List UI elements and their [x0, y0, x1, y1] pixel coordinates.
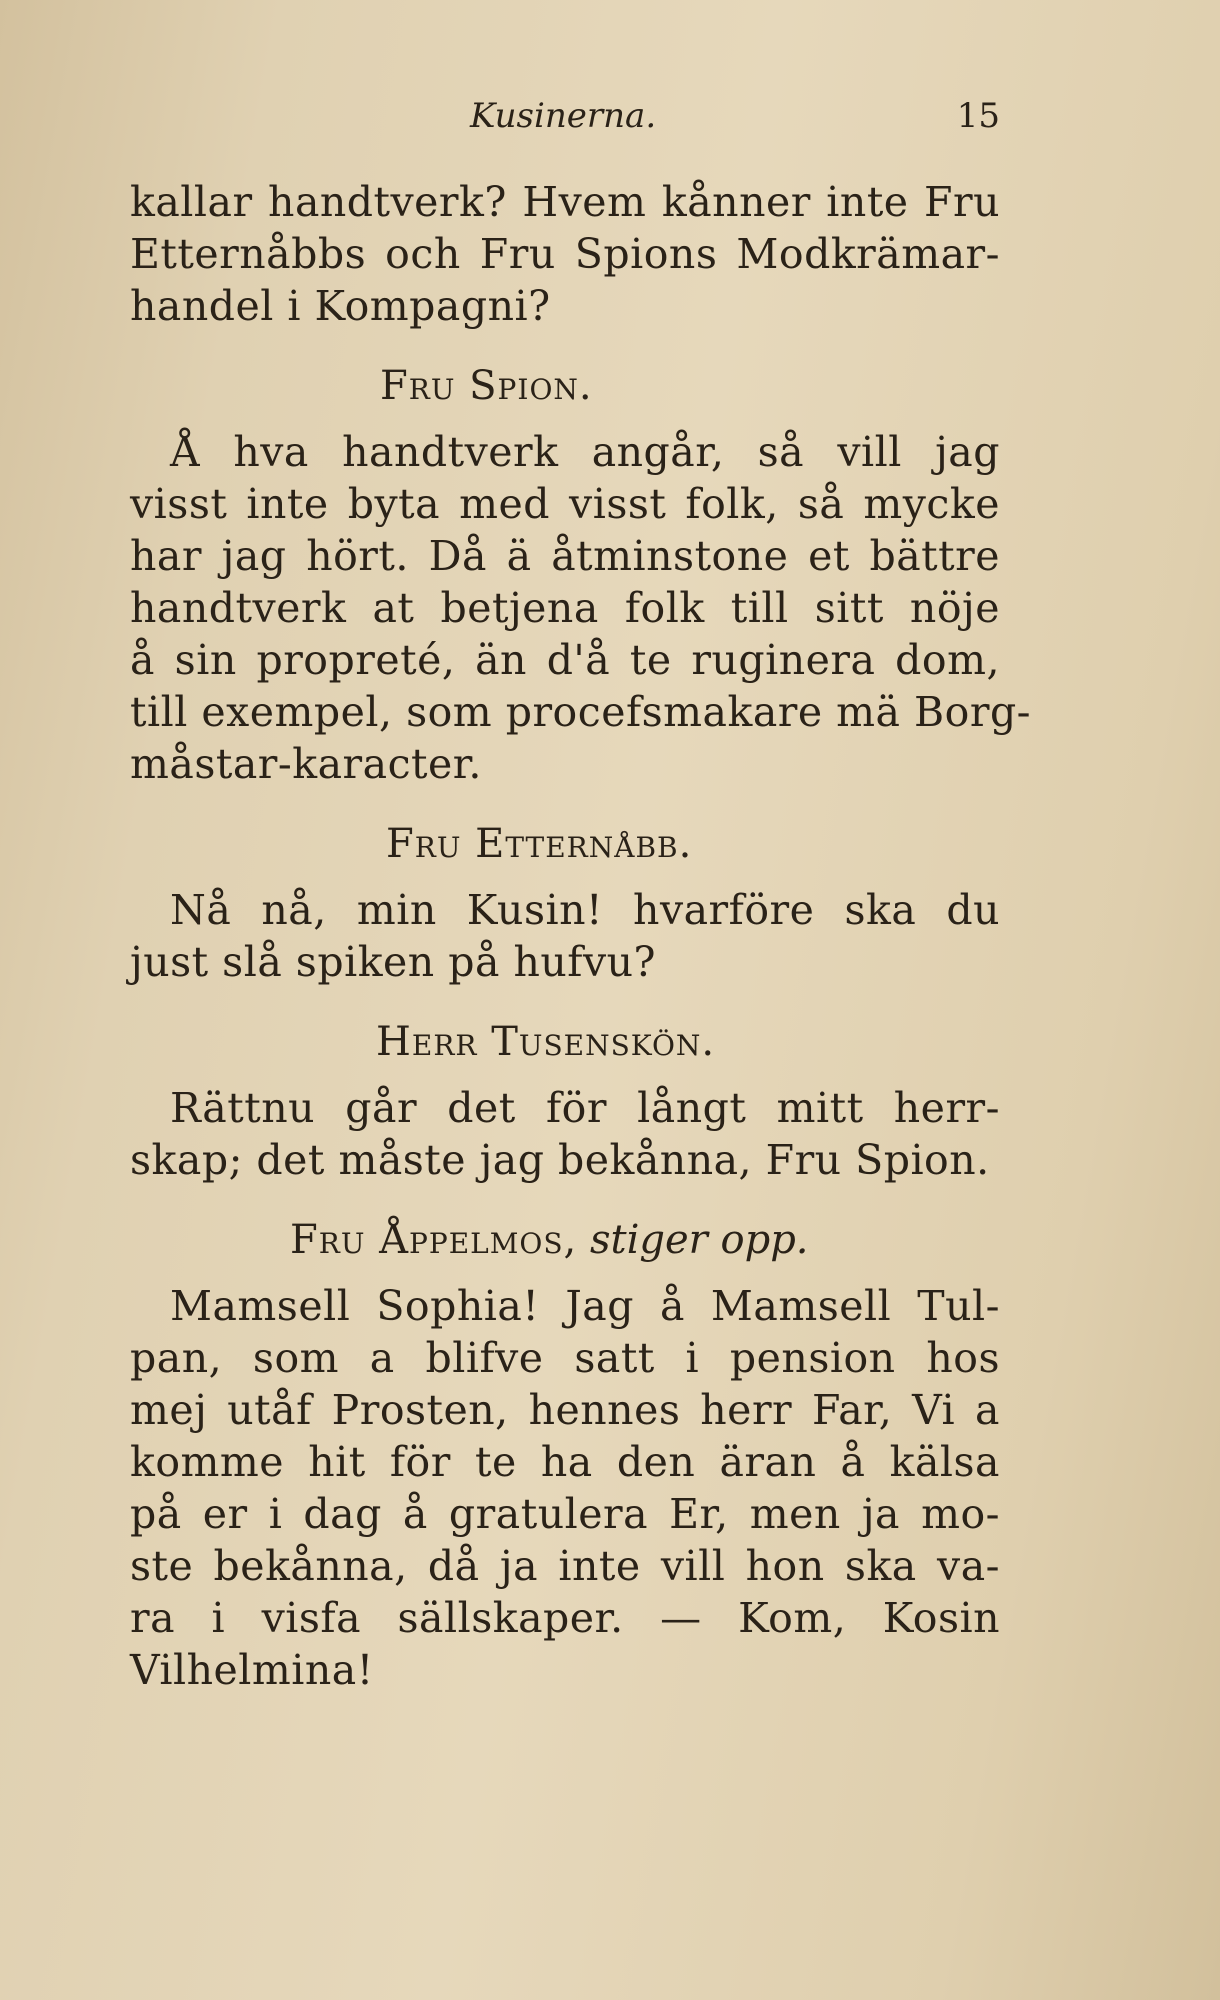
text-line: å sin propreté, än d'å te ruginera dom,: [130, 636, 1000, 684]
text-line: mej utåf Prosten, hennes herr Far, Vi a: [130, 1386, 1000, 1434]
text-line: till exempel, som procefsmakare mä Borg-: [130, 688, 1032, 736]
speaker-name: Herr Tusenskön.: [376, 1019, 716, 1065]
speaker-name: Fru Åppelmos,: [290, 1217, 578, 1263]
speech-paragraph: [130, 426, 1032, 790]
speaker-heading: [130, 1214, 1000, 1266]
text-line: ra i visfa sällskaper. — Kom, Kosin: [130, 1594, 1000, 1642]
text-line: just slå spiken på hufvu?: [130, 938, 657, 986]
speaker-heading: [130, 818, 1000, 870]
text-line: handtverk at betjena folk till sitt nöje: [130, 584, 1000, 632]
text-block: [130, 176, 1032, 1696]
text-line: kallar handtverk? Hvem kånner inte Fru: [130, 178, 1000, 226]
running-title: Kusinerna.: [470, 96, 657, 136]
text-line: Rättnu går det för långt mitt herr-: [170, 1084, 1000, 1132]
text-line: på er i dag å gratulera Er, men ja mo-: [130, 1490, 1000, 1538]
text-line: måstar-karacter.: [130, 740, 482, 788]
text-line: Mamsell Sophia! Jag å Mamsell Tul-: [170, 1282, 1000, 1330]
text-line: visst inte byta med visst folk, så mycke: [130, 480, 1000, 528]
text-line: skap; det måste jag bekånna, Fru Spion.: [130, 1136, 990, 1184]
speech-paragraph: [130, 884, 1000, 988]
text-line: pan, som a blifve satt i pension hos: [130, 1334, 1000, 1382]
page-number: 15: [956, 96, 1000, 136]
text-line: Vilhelmina!: [130, 1646, 374, 1694]
speaker-name: Fru Spion.: [380, 363, 593, 409]
paragraph: [130, 176, 1000, 332]
text-line: handel i Kompagni?: [130, 282, 551, 330]
speaker-name: Fru Etternåbb.: [386, 821, 693, 867]
speaker-heading: [130, 360, 1000, 412]
stage-direction: stiger opp.: [590, 1217, 809, 1263]
speech-paragraph: [130, 1280, 1000, 1696]
running-head: [130, 96, 1000, 136]
text-line: Nå nå, min Kusin! hvarföre ska du: [170, 886, 1000, 934]
text-line: har jag hört. Då ä åtminstone et bättre: [130, 532, 1000, 580]
text-line: ste bekånna, då ja inte vill hon ska va-: [130, 1542, 1000, 1590]
speaker-heading: [130, 1016, 1000, 1068]
text-line: komme hit för te ha den äran å kälsa: [130, 1438, 1000, 1486]
speech-paragraph: [130, 1082, 1000, 1186]
text-line: Å hva handtverk angår, så vill jag: [170, 428, 1000, 476]
text-line: Etternåbbs och Fru Spions Modkrämar-: [130, 230, 1000, 278]
